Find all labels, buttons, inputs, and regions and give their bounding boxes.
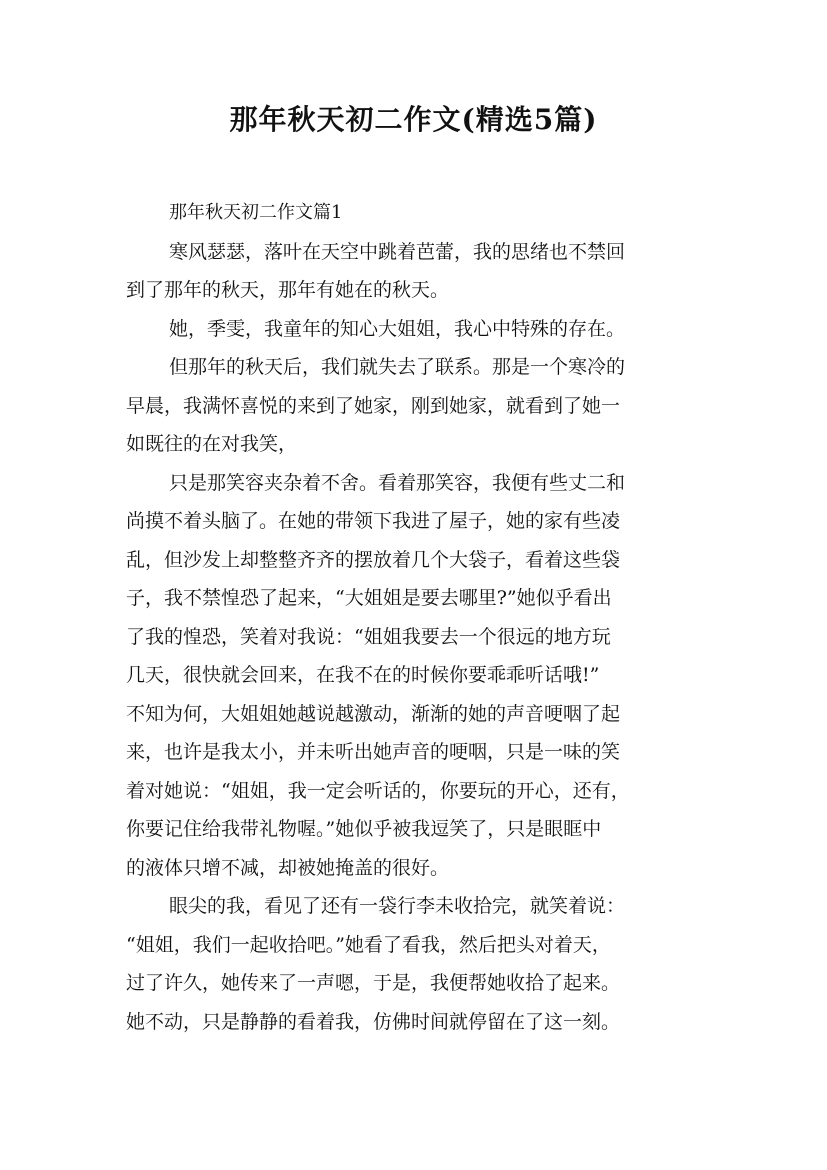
text-line: 寒风瑟瑟，落叶在天空中跳着芭蕾，我的思绪也不禁回 [169, 240, 626, 263]
text-line: 过了许久，她传来了一声嗯，于是，我便帮她收拾了起来。 [126, 972, 621, 994]
text-line: 眼尖的我，看见了还有一袋行李未收拾完，就笑着说： [169, 895, 626, 917]
text-line: 了我的惶恐，笑着对我说：“姐姐我要去一个很远的地方玩 [126, 625, 611, 648]
document-body [126, 194, 716, 1041]
text-line: 你要记住给我带礼物喔。”她似乎被我逗笑了，只是眼眶中 [126, 818, 602, 840]
text-line: 几天，很快就会回来，在我不在的时候你要乖乖听话哦!” [126, 664, 600, 686]
document-title: 那年秋天初二作文(精选5篇) [229, 103, 598, 136]
text-line: 子，我不禁惶恐了起来，“大姐姐是要去哪里?”她似乎看出 [126, 587, 612, 609]
text-line: 但那年的秋天后，我们就失去了联系。那是一个寒冷的 [169, 356, 626, 378]
text-line: 的液体只增不减，却被她掩盖的很好。 [126, 856, 450, 879]
text-line: 如既往的在对我笑， [126, 433, 298, 455]
text-line: 来，也许是我太小，并未听出她声音的哽咽，只是一味的笑 [126, 741, 621, 763]
text-line: 着对她说：“姐姐，我一定会听话的，你要玩的开心，还有， [126, 779, 630, 802]
text-line: 她，季雯，我童年的知心大姐姐，我心中特殊的存在。 [169, 317, 626, 340]
text-line: 只是那笑容夹杂着不舍。看着那笑容，我便有些丈二和 [169, 471, 626, 494]
text-line: 她不动，只是静静的看着我，仿佛时间就停留在了这一刻。 [126, 1010, 621, 1033]
text-line: 尚摸不着头脑了。在她的带领下我进了屋子，她的家有些凌 [126, 510, 621, 532]
text-line: 不知为何，大姐姐她越说越激动，渐渐的她的声音哽咽了起 [126, 702, 621, 725]
text-line: 乱，但沙发上却整整齐齐的摆放着几个大袋子，看着这些袋 [126, 548, 621, 571]
paragraph-text [126, 233, 716, 1042]
text-line: 早晨，我满怀喜悦的来到了她家，刚到她家，就看到了她一 [126, 394, 621, 417]
text-line: “姐姐，我们一起收拾吧。”她看了看我，然后把头对着天， [126, 933, 611, 956]
text-line: 到了那年的秋天，那年有她在的秋天。 [126, 279, 450, 301]
section-heading: 那年秋天初二作文篇1 [169, 202, 343, 223]
